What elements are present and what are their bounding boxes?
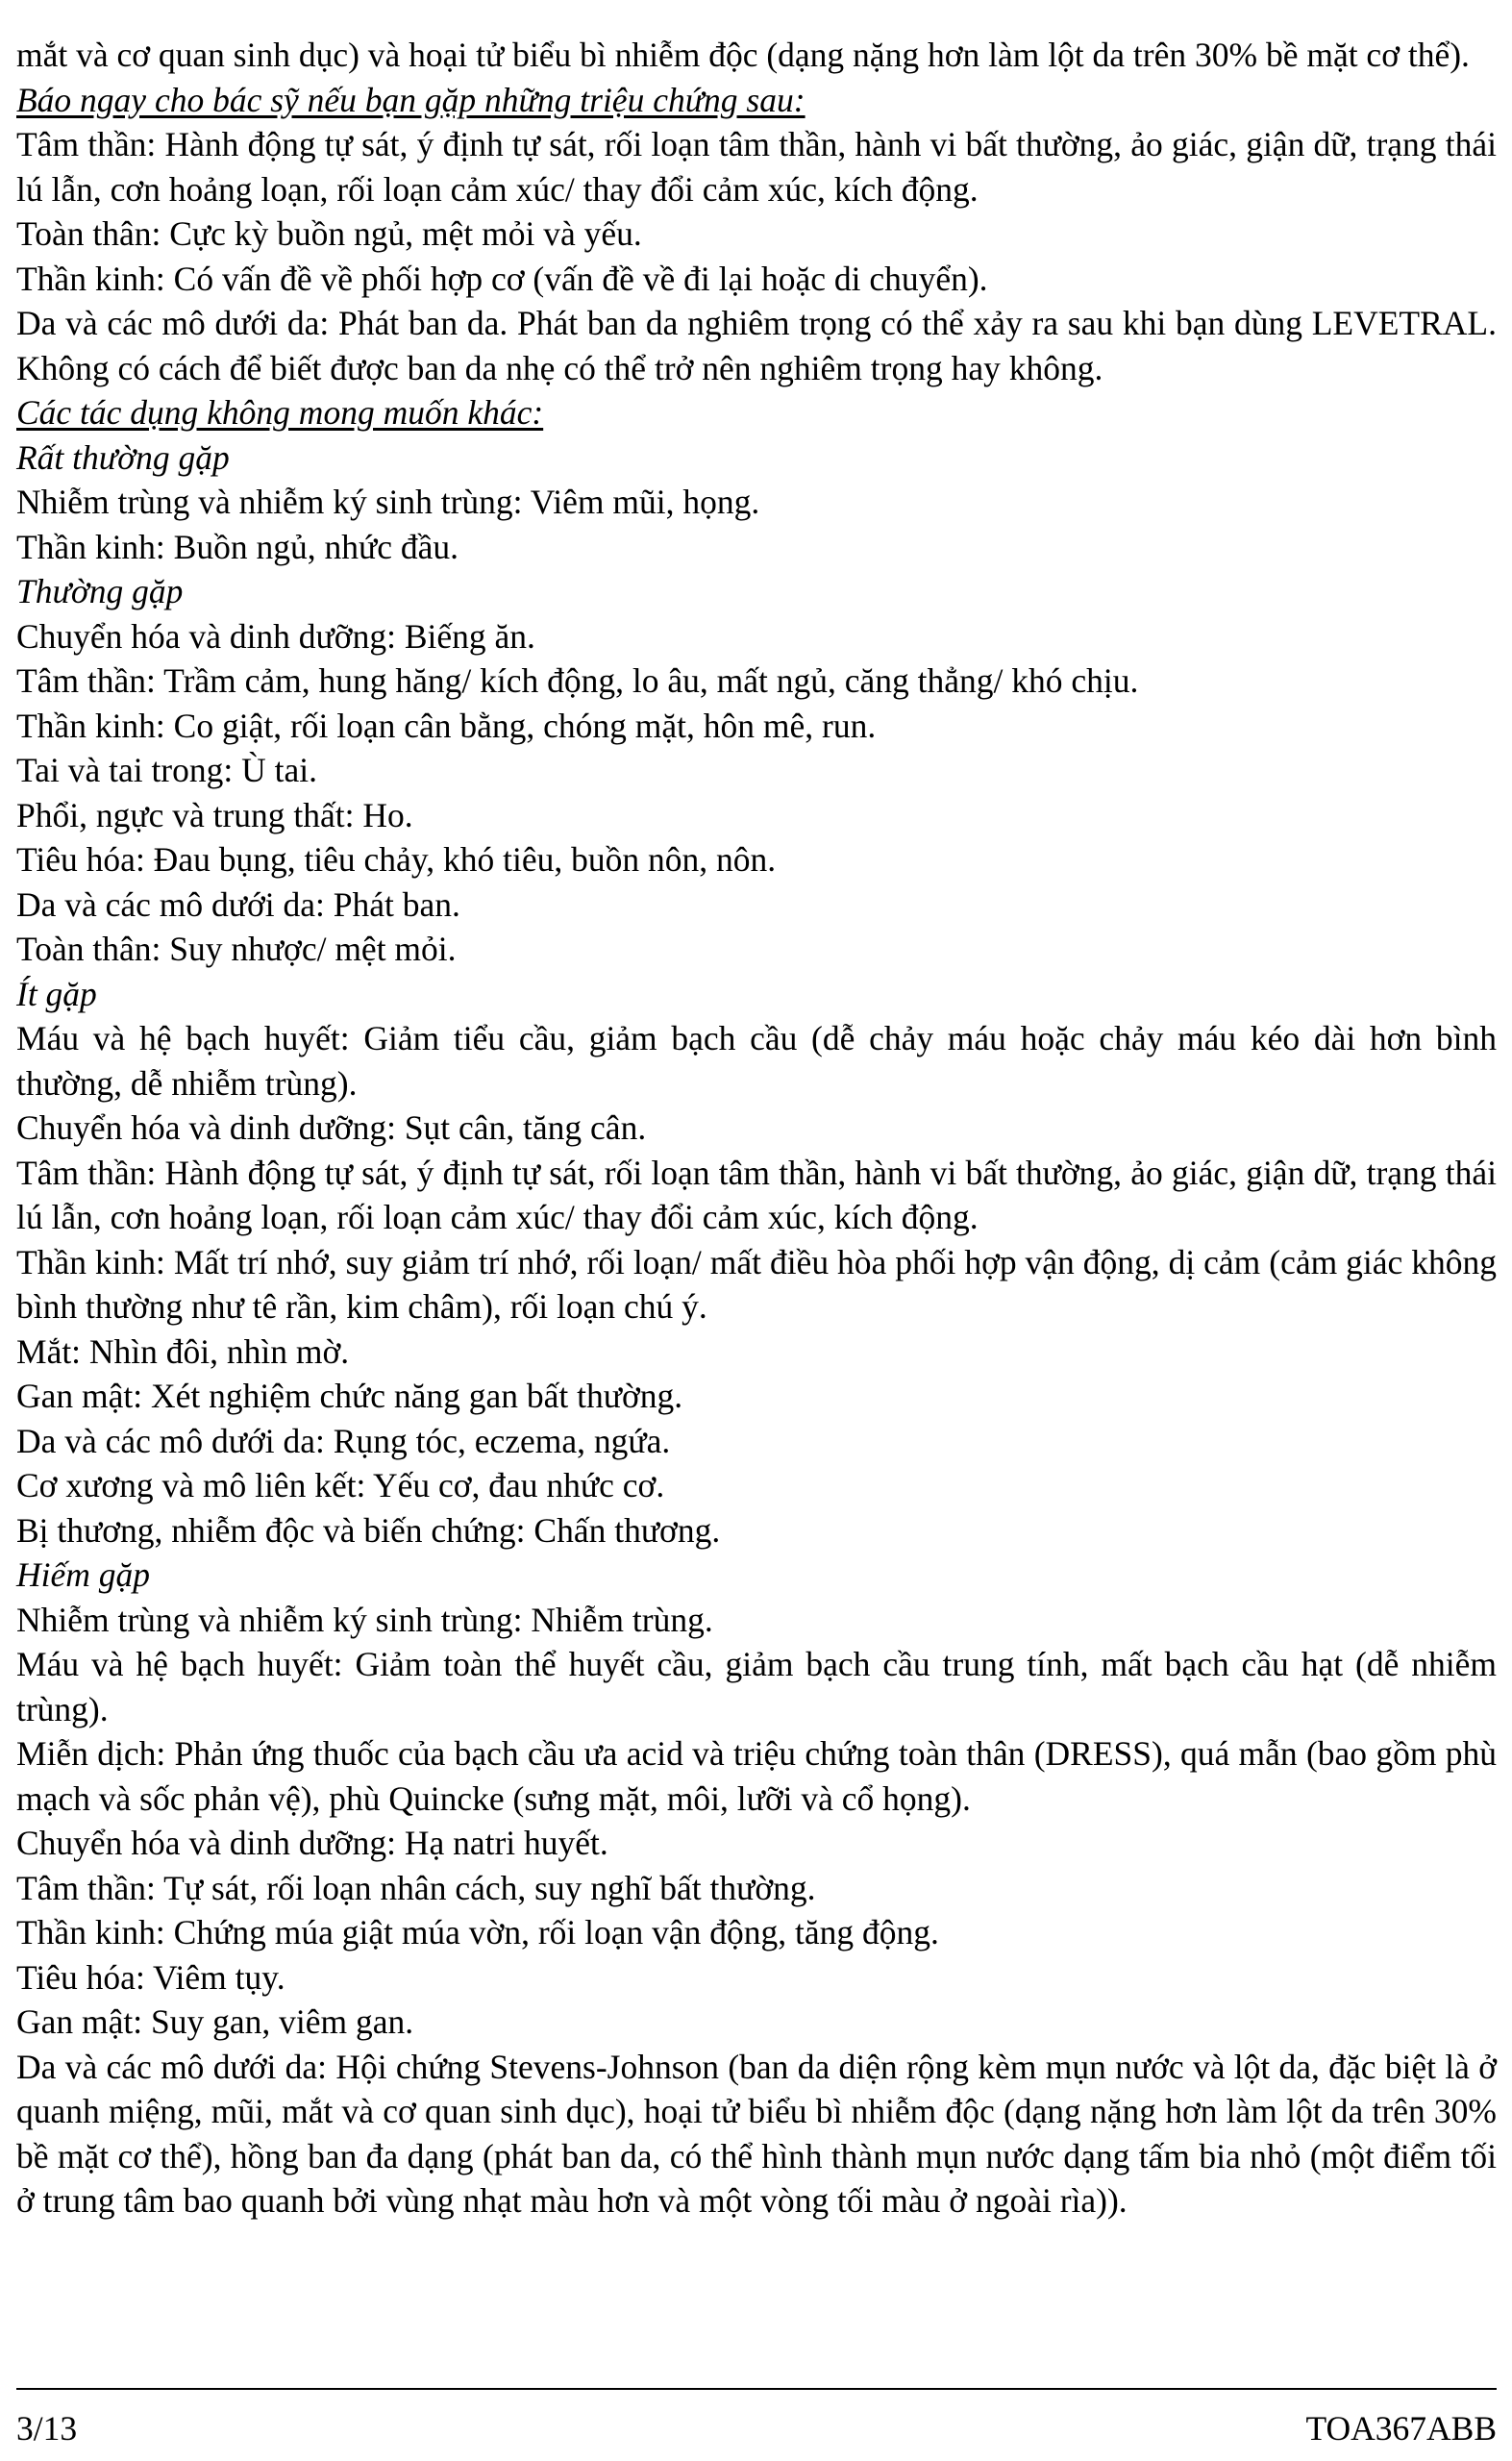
body-paragraph: Mắt: Nhìn đôi, nhìn mờ. bbox=[16, 1331, 350, 1371]
frequency-heading: Thường gặp bbox=[16, 572, 184, 610]
body-paragraph: Toàn thân: Suy nhược/ mệt mỏi. bbox=[16, 930, 457, 968]
body-paragraph: Chuyển hóa và dinh dưỡng: Sụt cân, tăng cân. bbox=[16, 1108, 647, 1147]
body-paragraph: Bị thương, nhiễm độc và biến chứng: Chấn thương. bbox=[16, 1510, 721, 1550]
body-paragraph: Tâm thần: Tự sát, rối loạn nhân cách, suy nghĩ bất thường. bbox=[16, 1868, 816, 1907]
body-paragraph: Máu và hệ bạch huyết: Giảm toàn thể huyết cầu, giảm bạch cầu trung tính, mất bạch cầu hạt (dễ nhiễm trùng). bbox=[16, 1645, 1497, 1728]
body-paragraph: Miễn dịch: Phản ứng thuốc của bạch cầu ưa acid và triệu chứng toàn thân (DRESS), quá mẫn (bao gồm phù mạch và sốc phản vệ), phù Quincke (sưng mặt, môi, lưỡi và cổ họng). bbox=[16, 1734, 1497, 1818]
body-paragraph: Tiêu hóa: Đau bụng, tiêu chảy, khó tiêu, buồn nôn, nôn. bbox=[16, 840, 777, 879]
section-heading-text: Báo ngay cho bác sỹ nếu bạn gặp những triệu chứng sau: bbox=[16, 80, 806, 119]
body-paragraph: Thần kinh: Co giật, rối loạn cân bằng, chóng mặt, hôn mê, run. bbox=[16, 706, 877, 745]
frequency-heading: Hiếm gặp bbox=[16, 1555, 151, 1594]
body-paragraph: mắt và cơ quan sinh dục) và hoại tử biểu bì nhiễm độc (dạng nặng hơn làm lột da trên 30% bề mặt cơ thể). bbox=[16, 36, 1470, 74]
body-paragraph: Gan mật: Suy gan, viêm gan. bbox=[16, 2002, 414, 2041]
body-paragraph: Tâm thần: Hành động tự sát, ý định tự sát, rối loạn tâm thần, hành vi bất thường, ảo giác, giận dữ, trạng thái lú lẫn, cơn hoảng loạn, rối loạn cảm xúc/ thay đổi cảm xúc, kích động. bbox=[16, 1153, 1497, 1236]
frequency-heading: Rất thường gặp bbox=[16, 437, 230, 477]
body-paragraph: Da và các mô dưới da: Phát ban. bbox=[16, 884, 460, 924]
document-code: TOA367ABB bbox=[1305, 2409, 1497, 2448]
body-paragraph: Toàn thân: Cực kỳ buồn ngủ, mệt mỏi và yếu. bbox=[16, 214, 642, 253]
body-paragraph: Da và các mô dưới da: Rụng tóc, eczema, ngứa. bbox=[16, 1421, 671, 1460]
body-paragraph: Chuyển hóa và dinh dưỡng: Hạ natri huyết. bbox=[16, 1824, 608, 1862]
body-paragraph: Thần kinh: Chứng múa giật múa vờn, rối loạn vận động, tăng động. bbox=[16, 1913, 939, 1951]
body-paragraph: Tiêu hóa: Viêm tụy. bbox=[16, 1957, 285, 1997]
body-paragraph: Tâm thần: Trầm cảm, hung hăng/ kích động, lo âu, mất ngủ, căng thẳng/ khó chịu. bbox=[16, 661, 1139, 700]
body-paragraph: Phổi, ngực và trung thất: Ho. bbox=[16, 795, 413, 834]
body-paragraph: Gan mật: Xét nghiệm chức năng gan bất thường. bbox=[16, 1377, 683, 1415]
page-number: 3/13 bbox=[16, 2409, 78, 2448]
body-paragraph: Chuyển hóa và dinh dưỡng: Biếng ăn. bbox=[16, 616, 535, 656]
section-heading-text: Các tác dụng không mong muốn khác: bbox=[16, 393, 544, 432]
body-paragraph: Thần kinh: Buồn ngủ, nhức đầu. bbox=[16, 527, 459, 566]
document-body bbox=[16, 33, 1497, 2224]
frequency-heading: Ít gặp bbox=[16, 974, 97, 1013]
footer-divider bbox=[16, 2388, 1497, 2390]
section-heading bbox=[16, 390, 1497, 435]
page-footer bbox=[16, 2407, 1497, 2449]
body-paragraph: Tai và tai trong: Ù tai. bbox=[16, 751, 317, 789]
body-paragraph: Nhiễm trùng và nhiễm ký sinh trùng: Nhiễm trùng. bbox=[16, 1600, 713, 1639]
body-paragraph: Da và các mô dưới da: Hội chứng Stevens-Johnson (ban da diện rộng kèm mụn nước và lột da, đặc biệt là ở quanh miệng, mũi, mắt và cơ quan sinh dục), hoại tử biểu bì nhiễm độc (dạng nặng hơn làm lột da trên 30% bề mặt cơ thể), hồng ban đa dạng (phát ban da, có thể hình thành mụn nước dạng tấm bia nhỏ (một điểm tối ở trung tâm bao quanh bởi vùng nhạt màu hơn và một vòng tối màu ở ngoài rìa)). bbox=[16, 2047, 1497, 2220]
section-heading bbox=[16, 78, 1497, 123]
body-paragraph: Thần kinh: Mất trí nhớ, suy giảm trí nhớ, rối loạn/ mất điều hòa phối hợp vận động, dị cảm (cảm giác không bình thường như tê rần, kim châm), rối loạn chú ý. bbox=[16, 1242, 1497, 1326]
body-paragraph: Nhiễm trùng và nhiễm ký sinh trùng: Viêm mũi, họng. bbox=[16, 483, 760, 521]
body-paragraph: Thần kinh: Có vấn đề về phối hợp cơ (vấn đề về đi lại hoặc di chuyển). bbox=[16, 259, 988, 298]
body-paragraph: Da và các mô dưới da: Phát ban da. Phát ban da nghiêm trọng có thể xảy ra sau khi bạn dùng LEVETRAL. Không có cách để biết được ban da nhẹ có thể trở nên nghiêm trọng hay không. bbox=[16, 304, 1497, 387]
body-paragraph: Máu và hệ bạch huyết: Giảm tiểu cầu, giảm bạch cầu (dễ chảy máu hoặc chảy máu kéo dài hơn bình thường, dễ nhiễm trùng). bbox=[16, 1019, 1497, 1103]
body-paragraph: Tâm thần: Hành động tự sát, ý định tự sát, rối loạn tâm thần, hành vi bất thường, ảo giác, giận dữ, trạng thái lú lẫn, cơn hoảng loạn, rối loạn cảm xúc/ thay đổi cảm xúc, kích động. bbox=[16, 125, 1497, 209]
body-paragraph: Cơ xương và mô liên kết: Yếu cơ, đau nhức cơ. bbox=[16, 1466, 665, 1504]
